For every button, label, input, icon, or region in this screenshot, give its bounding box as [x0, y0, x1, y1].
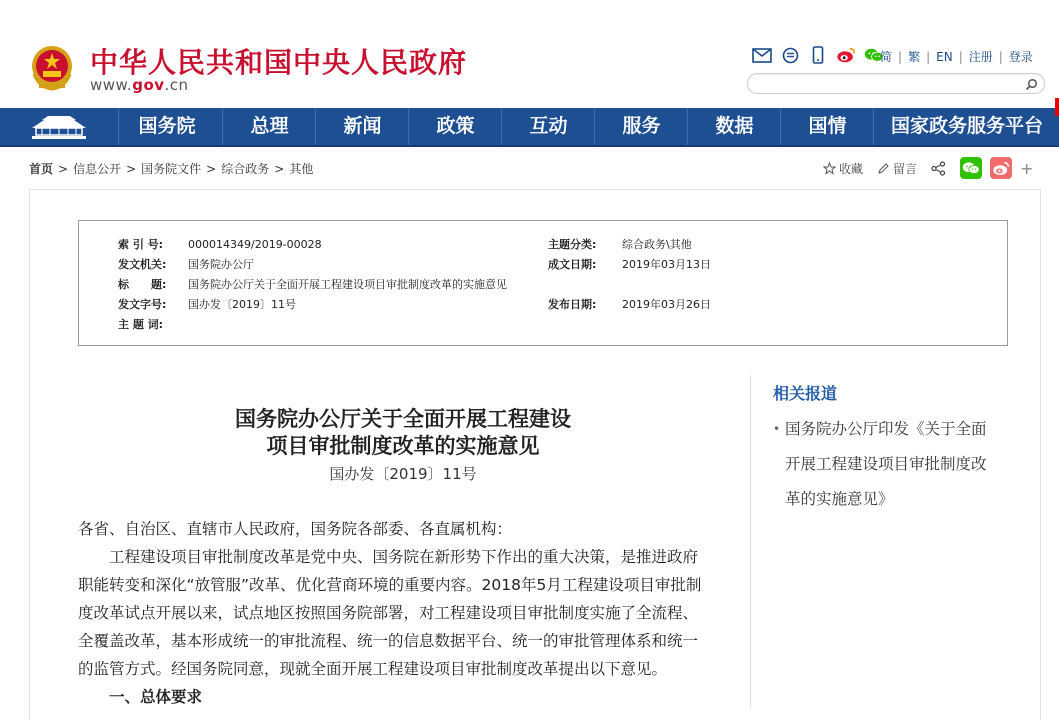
meta-row-topic: [548, 236, 692, 252]
site-title[interactable]: 中华人民共和国中央人民政府: [90, 46, 468, 79]
register-link[interactable]: 注册: [968, 50, 993, 64]
breadcrumb-state-council-docs[interactable]: 国务院文件: [141, 162, 202, 176]
paragraph-line: 的监管方式。经国务院同意，现就全面开展工程建设项目审批制度改革提出以下意见。: [78, 660, 668, 678]
related-report-line: 开展工程建设项目审批制度改: [785, 455, 987, 473]
nav-item-policy[interactable]: 政策: [408, 108, 502, 145]
meta-row-index: [118, 236, 322, 252]
meta-published-label: 发布日期:: [548, 298, 597, 311]
site-url: [90, 76, 189, 94]
share-wechat-button[interactable]: [960, 157, 982, 179]
nav-item-data[interactable]: 数据: [687, 108, 781, 145]
message-icon[interactable]: [780, 46, 800, 64]
breadcrumb-separator: >: [126, 162, 137, 176]
related-report-item[interactable]: [773, 412, 1018, 517]
article-salutation: [78, 515, 730, 543]
meta-row-docno: [118, 296, 296, 312]
meta-created-value: 2019年03月13日: [622, 258, 711, 271]
url-suffix: .cn: [164, 76, 189, 94]
paragraph-line: 职能转变和深化“放管服”改革、优化营商环境的重要内容。2018年5月工程建设项目审批制: [78, 576, 702, 594]
meta-row-keywords: [118, 316, 188, 332]
breadcrumb-home[interactable]: 首页: [29, 162, 54, 176]
related-reports-list: [773, 412, 1018, 517]
nav-item-state-council[interactable]: 国务院: [118, 108, 215, 145]
breadcrumb-separator: >: [58, 162, 69, 176]
meta-issuer-label: 发文机关:: [118, 258, 167, 271]
nav-item-services[interactable]: 服务: [594, 108, 688, 145]
breadcrumb-general-affairs[interactable]: 综合政务: [221, 162, 270, 176]
pencil-icon: [877, 162, 890, 175]
top-links: [880, 48, 1033, 65]
meta-title-label: 标 题:: [118, 278, 167, 291]
paragraph-line: 工程建设项目审批制度改革是党中央、国务院在新形势下作出的重大决策，是推进政府: [78, 548, 699, 566]
meta-title-value: 国务院办公厅关于全面开展工程建设项目审批制度改革的实施意见: [188, 278, 507, 291]
article-doc-number: 国办发〔2019〕11号: [329, 465, 477, 483]
nav-item-national-conditions[interactable]: 国情: [780, 108, 874, 145]
meta-issuer-value: 国务院办公厅: [188, 258, 254, 271]
nav-item-interaction[interactable]: 互动: [501, 108, 595, 145]
breadcrumb-separator: >: [274, 162, 285, 176]
meta-published-value: 2019年03月26日: [622, 298, 711, 311]
url-gov: gov: [132, 76, 165, 94]
nav-item-news[interactable]: 新闻: [315, 108, 409, 145]
sidebar-divider: [750, 375, 751, 707]
salutation-line: 各省、自治区、直辖市人民政府，国务院各部委、各直属机构：: [78, 520, 513, 538]
related-report-line: 革的实施意见》: [785, 490, 894, 508]
nav-red-marker: [1055, 98, 1059, 116]
meta-created-label: 成文日期:: [548, 258, 597, 271]
section-heading-line: 一、总体要求: [78, 688, 203, 706]
separator: |: [926, 49, 931, 64]
bullet-icon: •: [773, 422, 781, 436]
meta-keywords-label: 主 题 词:: [118, 318, 164, 331]
search-icon[interactable]: [1025, 76, 1038, 95]
article-paragraph-1: [78, 543, 730, 683]
meta-index-label: 索 引 号:: [118, 238, 164, 251]
url-prefix: www.: [90, 76, 133, 94]
meta-docno-value: 国办发〔2019〕11号: [188, 298, 296, 311]
comment-button[interactable]: [877, 160, 917, 177]
nav-item-premier[interactable]: 总理: [222, 108, 316, 145]
separator: |: [958, 49, 963, 64]
separator: |: [998, 49, 1003, 64]
meta-topic-label: 主题分类:: [548, 238, 597, 251]
meta-docno-label: 发文字号:: [118, 298, 167, 311]
meta-topic-value: 综合政务\其他: [622, 238, 692, 251]
main-nav: [0, 108, 1059, 147]
star-icon: [823, 162, 836, 175]
related-reports-title: 相关报道: [773, 384, 838, 403]
wechat-icon: [962, 161, 980, 175]
simplified-chinese-link[interactable]: 简: [880, 50, 893, 64]
site-header: [0, 0, 1059, 108]
share-icon: [931, 161, 946, 176]
comment-label: 留言: [893, 161, 918, 176]
english-link[interactable]: EN: [936, 49, 953, 64]
related-report-line: 国务院办公厅印发《关于全面: [785, 420, 987, 438]
meta-row-issuer: [118, 256, 254, 272]
document-metadata-table: [78, 220, 1008, 346]
national-emblem-icon[interactable]: [29, 44, 75, 92]
paragraph-line: 度改革试点开展以来，试点地区按照国务院部署，对工程建设项目审批制度实施了全流程、: [78, 604, 699, 622]
article-title-line-1: 国务院办公厅关于全面开展工程建设: [235, 407, 571, 431]
breadcrumb: [29, 160, 313, 177]
weibo-icon[interactable]: [836, 46, 856, 64]
meta-row-published: [548, 296, 711, 312]
separator: |: [898, 49, 903, 64]
article-tools: [823, 157, 1033, 179]
meta-index-value: 000014349/2019-00028: [188, 238, 322, 251]
nav-item-gov-service-platform[interactable]: 国家政务服务平台: [873, 108, 1059, 145]
mobile-icon[interactable]: [808, 46, 828, 64]
traditional-chinese-link[interactable]: 繁: [908, 50, 921, 64]
weibo-icon: [992, 161, 1010, 176]
favorite-label: 收藏: [839, 161, 864, 176]
more-share-icon[interactable]: +: [1020, 158, 1034, 178]
login-link[interactable]: 登录: [1008, 50, 1033, 64]
favorite-button[interactable]: [823, 160, 863, 177]
related-report-link[interactable]: [785, 412, 1018, 517]
meta-row-title: [118, 276, 507, 292]
mail-icon[interactable]: [752, 46, 772, 64]
share-button[interactable]: [931, 161, 946, 176]
search-input[interactable]: [756, 76, 1020, 95]
breadcrumb-separator: >: [206, 162, 217, 176]
share-weibo-button[interactable]: [990, 157, 1012, 179]
breadcrumb-other[interactable]: 其他: [289, 162, 314, 176]
breadcrumb-info-disclosure[interactable]: 信息公开: [73, 162, 122, 176]
top-icon-bar: [752, 46, 884, 64]
nav-home-icon[interactable]: [0, 108, 118, 145]
article-title-line-2: 项目审批制度改革的实施意见: [266, 434, 540, 458]
search-box: [747, 73, 1045, 94]
meta-row-created: [548, 256, 711, 272]
paragraph-line: 全覆盖改革，基本形成统一的审批流程、统一的信息数据平台、统一的审批管理体系和统一: [78, 632, 699, 650]
